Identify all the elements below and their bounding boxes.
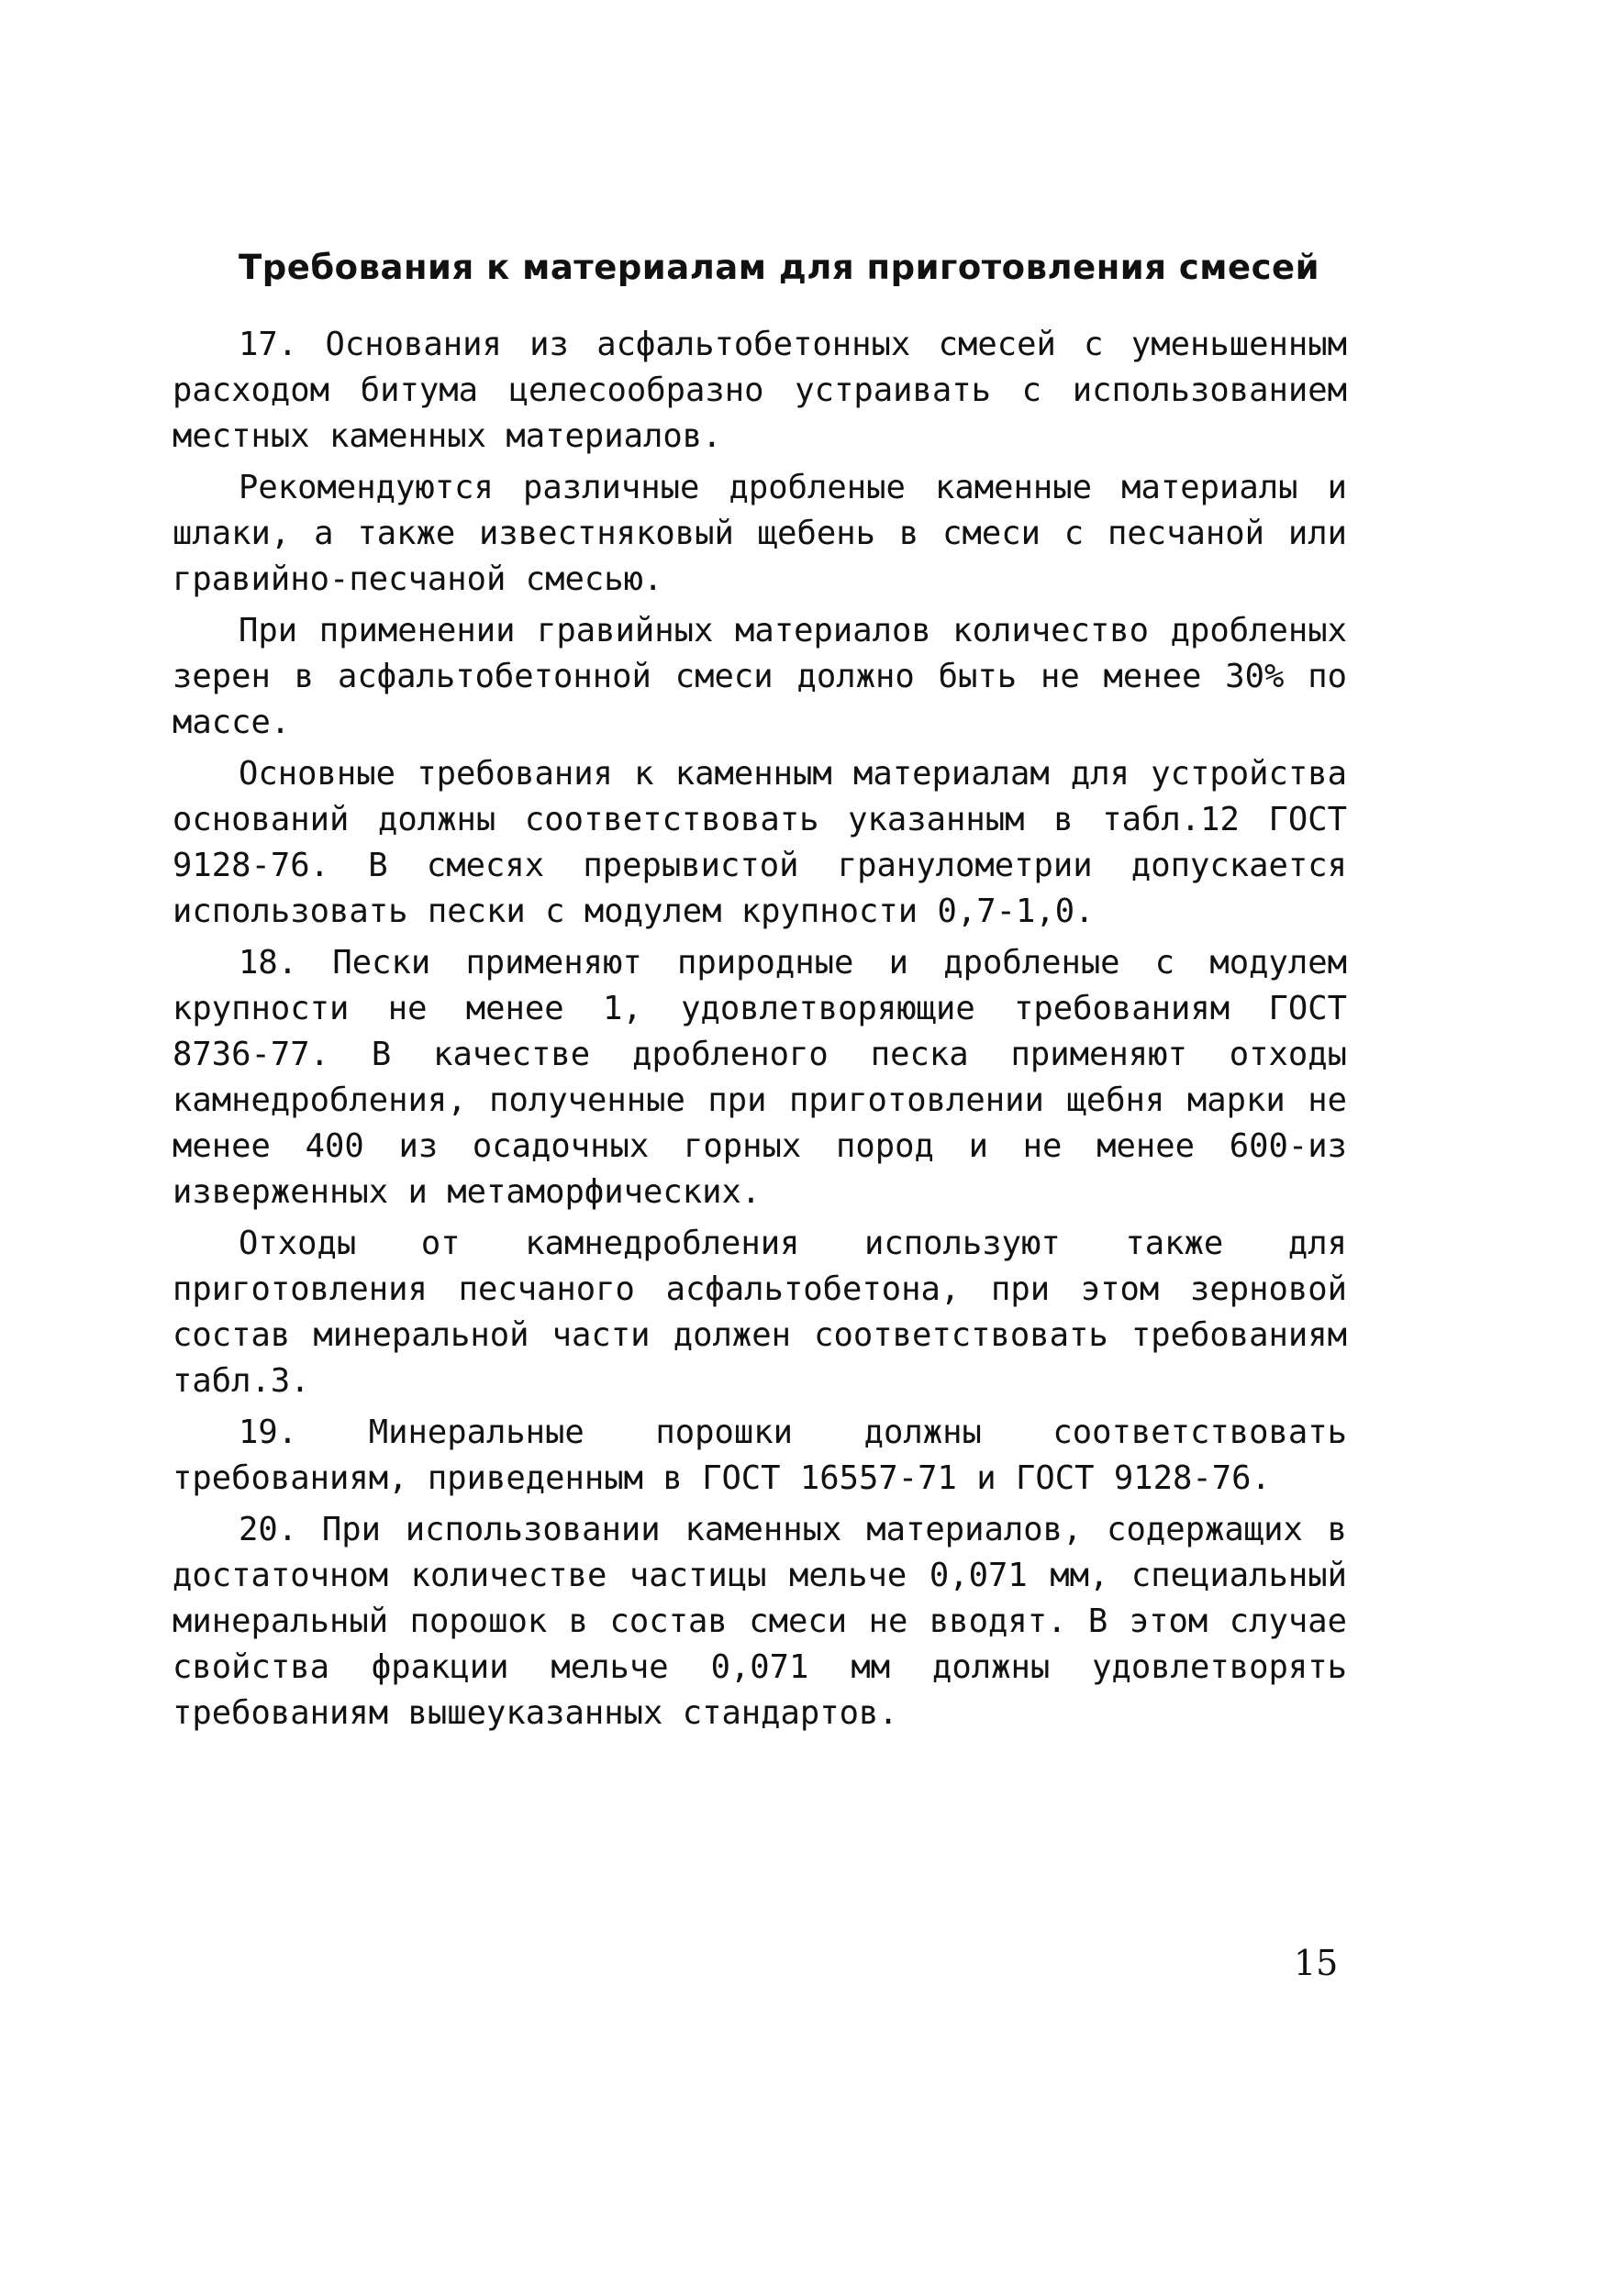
paragraph-text: 17. Основания из асфальтобетонных смесей с уменьшенным расходом битума целесообразно устраивать с использованием местных каменных материалов. xyxy=(173,326,1347,455)
paragraph-basic-requirements xyxy=(173,751,1347,935)
paragraph-text: При применении гравийных материалов количество дробленых зерен в асфальтобетонной смеси должно быть не менее 30% по массе. xyxy=(173,612,1347,741)
paragraph-recommended-materials xyxy=(173,465,1347,603)
paragraph-17 xyxy=(173,322,1347,460)
paragraph-crushing-waste xyxy=(173,1221,1347,1404)
paragraph-text: Отходы от камнедробления используют также для приготовления песчаного асфальтобетона, при этом зерновой состав минеральной части должен соответствовать требованиям табл.3. xyxy=(173,1225,1347,1400)
page-number: 15 xyxy=(1294,1943,1339,1983)
paragraph-20 xyxy=(173,1507,1347,1736)
section-heading: Требования к материалам для приготовления смесей xyxy=(239,248,1320,287)
paragraph-text: 19. Минеральные порошки должны соответствовать требованиям, приведенным в ГОСТ 16557-71 и ГОСТ 9128-76. xyxy=(173,1414,1347,1497)
paragraph-18 xyxy=(173,940,1347,1215)
paragraph-19 xyxy=(173,1410,1347,1502)
paragraph-text: 20. При использовании каменных материалов, содержащих в достаточном количестве частицы мельче 0,071 мм, специальный минеральный порошок в состав смеси не вводят. В этом случае свойства фракции мельче 0,071 мм должны удовлетворять требованиям вышеуказанных стандартов. xyxy=(173,1511,1347,1732)
paragraph-text: Основные требования к каменным материалам для устройства оснований должны соответствовать указанным в табл.12 ГОСТ 9128-76. В смесях прерывистой гранулометрии допускается использовать пески с модулем крупности 0,7-1,0. xyxy=(173,755,1347,930)
paragraph-gravel xyxy=(173,608,1347,746)
document-page xyxy=(173,248,1347,1742)
paragraph-text: 18. Пески применяют природные и дробленые с модулем крупности не менее 1, удовлетворяющие требованиям ГОСТ 8736-77. В качестве дробленого песка применяют отходы камнедробления, полученные при приготовлении щебня марки не менее 400 из осадочных горных пород и не менее 600-из изверженных и метаморфических. xyxy=(173,944,1347,1211)
paragraph-text: Рекомендуются различные дробленые каменные материалы и шлаки, а также известняковый щебень в смеси с песчаной или гравийно-песчаной смесью. xyxy=(173,469,1347,598)
